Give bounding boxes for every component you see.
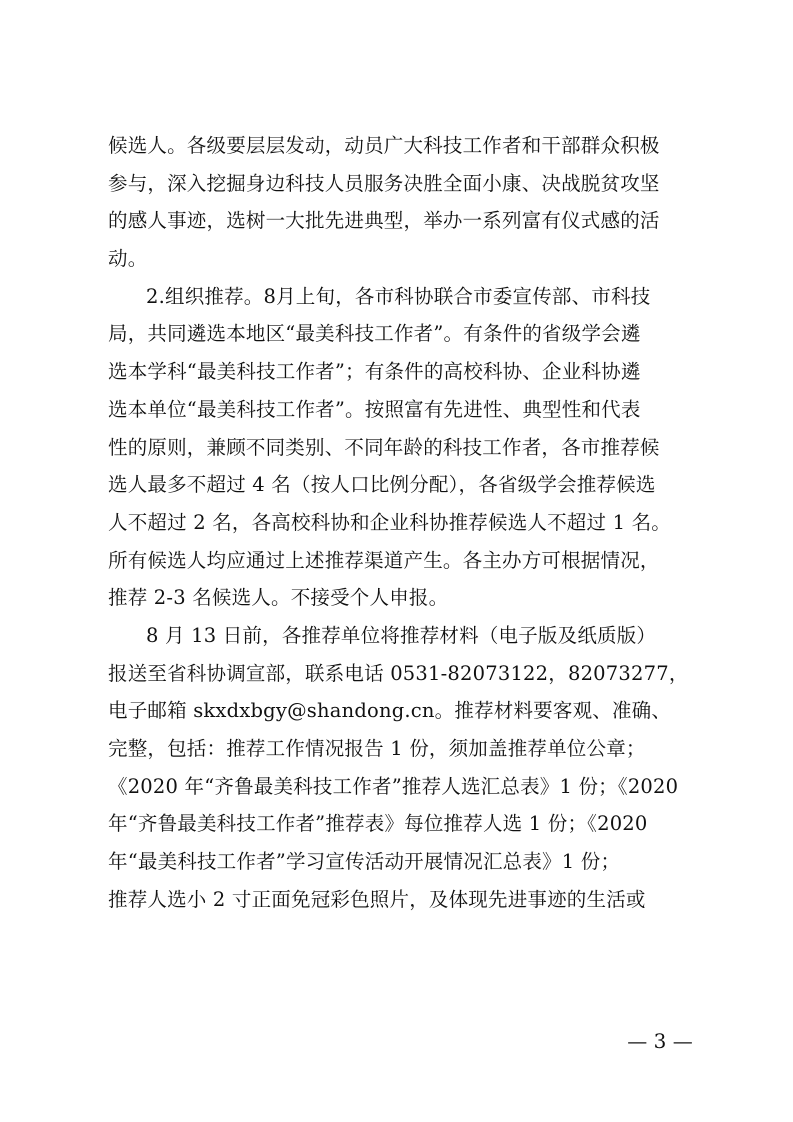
text-line: 电子邮箱 skxdxbgy@shandong.cn。推荐材料要客观、准确、 [108, 699, 672, 723]
text-line: 完整，包括：推荐工作情况报告 1 份，须加盖推荐单位公章； [108, 737, 646, 760]
text-line: 8 月 13 日前，各推荐单位将推荐材料（电子版及纸质版） [146, 623, 657, 647]
text-line: 动。 [108, 247, 148, 271]
text-line: 选人最多不超过 4 名（按人口比例分配），各省级学会推荐候选 [108, 473, 656, 497]
text-line: 的感人事迹，选树一大批先进典型，举办一系列富有仪式感的活 [108, 209, 660, 233]
text-line: 年“最美科技工作者”学习宣传活动开展情况汇总表》1 份； [108, 850, 621, 874]
text-line: 参与，深入挖掘身边科技人员服务决胜全面小康、决战脱贫攻坚 [108, 171, 660, 195]
text-line: 推荐人选小 2 寸正面免冠彩色照片，及体现先进事迹的生活或 [108, 887, 646, 911]
text-line: 选本学科“最美科技工作者”；有条件的高校科协、企业科协遴 [108, 360, 641, 384]
text-line: 选本单位“最美科技工作者”。按照富有先进性、典型性和代表 [108, 397, 641, 421]
text-line: 《2020 年“齐鲁最美科技工作者”推荐人选汇总表》1 份；《2020 [108, 774, 679, 798]
text-line: 报送至省科协调宣部，联系电话 0531-82073122，82073277， [108, 661, 689, 685]
text-line: 年“齐鲁最美科技工作者”推荐表》每位推荐人选 1 份；《2020 [108, 812, 648, 836]
document-body [108, 127, 700, 918]
text-line: 2.组织推荐。8月上旬，各市科协联合市委宣传部、市科技 [146, 284, 651, 308]
text-line: 性的原则，兼顾不同类别、不同年龄的科技工作者，各市推荐候 [108, 435, 660, 459]
page-number: — 3 — [627, 1029, 693, 1053]
text-line: 候选人。各级要层层发动，动员广大科技工作者和干部群众积极 [108, 134, 660, 157]
text-line: 推荐 2-3 名候选人。不接受个人申报。 [108, 586, 449, 610]
text-line: 局，共同遴选本地区“最美科技工作者”。有条件的省级学会遴 [108, 322, 641, 346]
text-line: 所有候选人均应通过上述推荐渠道产生。各主办方可根据情况， [108, 548, 660, 572]
text-line: 人不超过 2 名，各高校科协和企业科协推荐候选人不超过 1 名。 [108, 510, 672, 534]
